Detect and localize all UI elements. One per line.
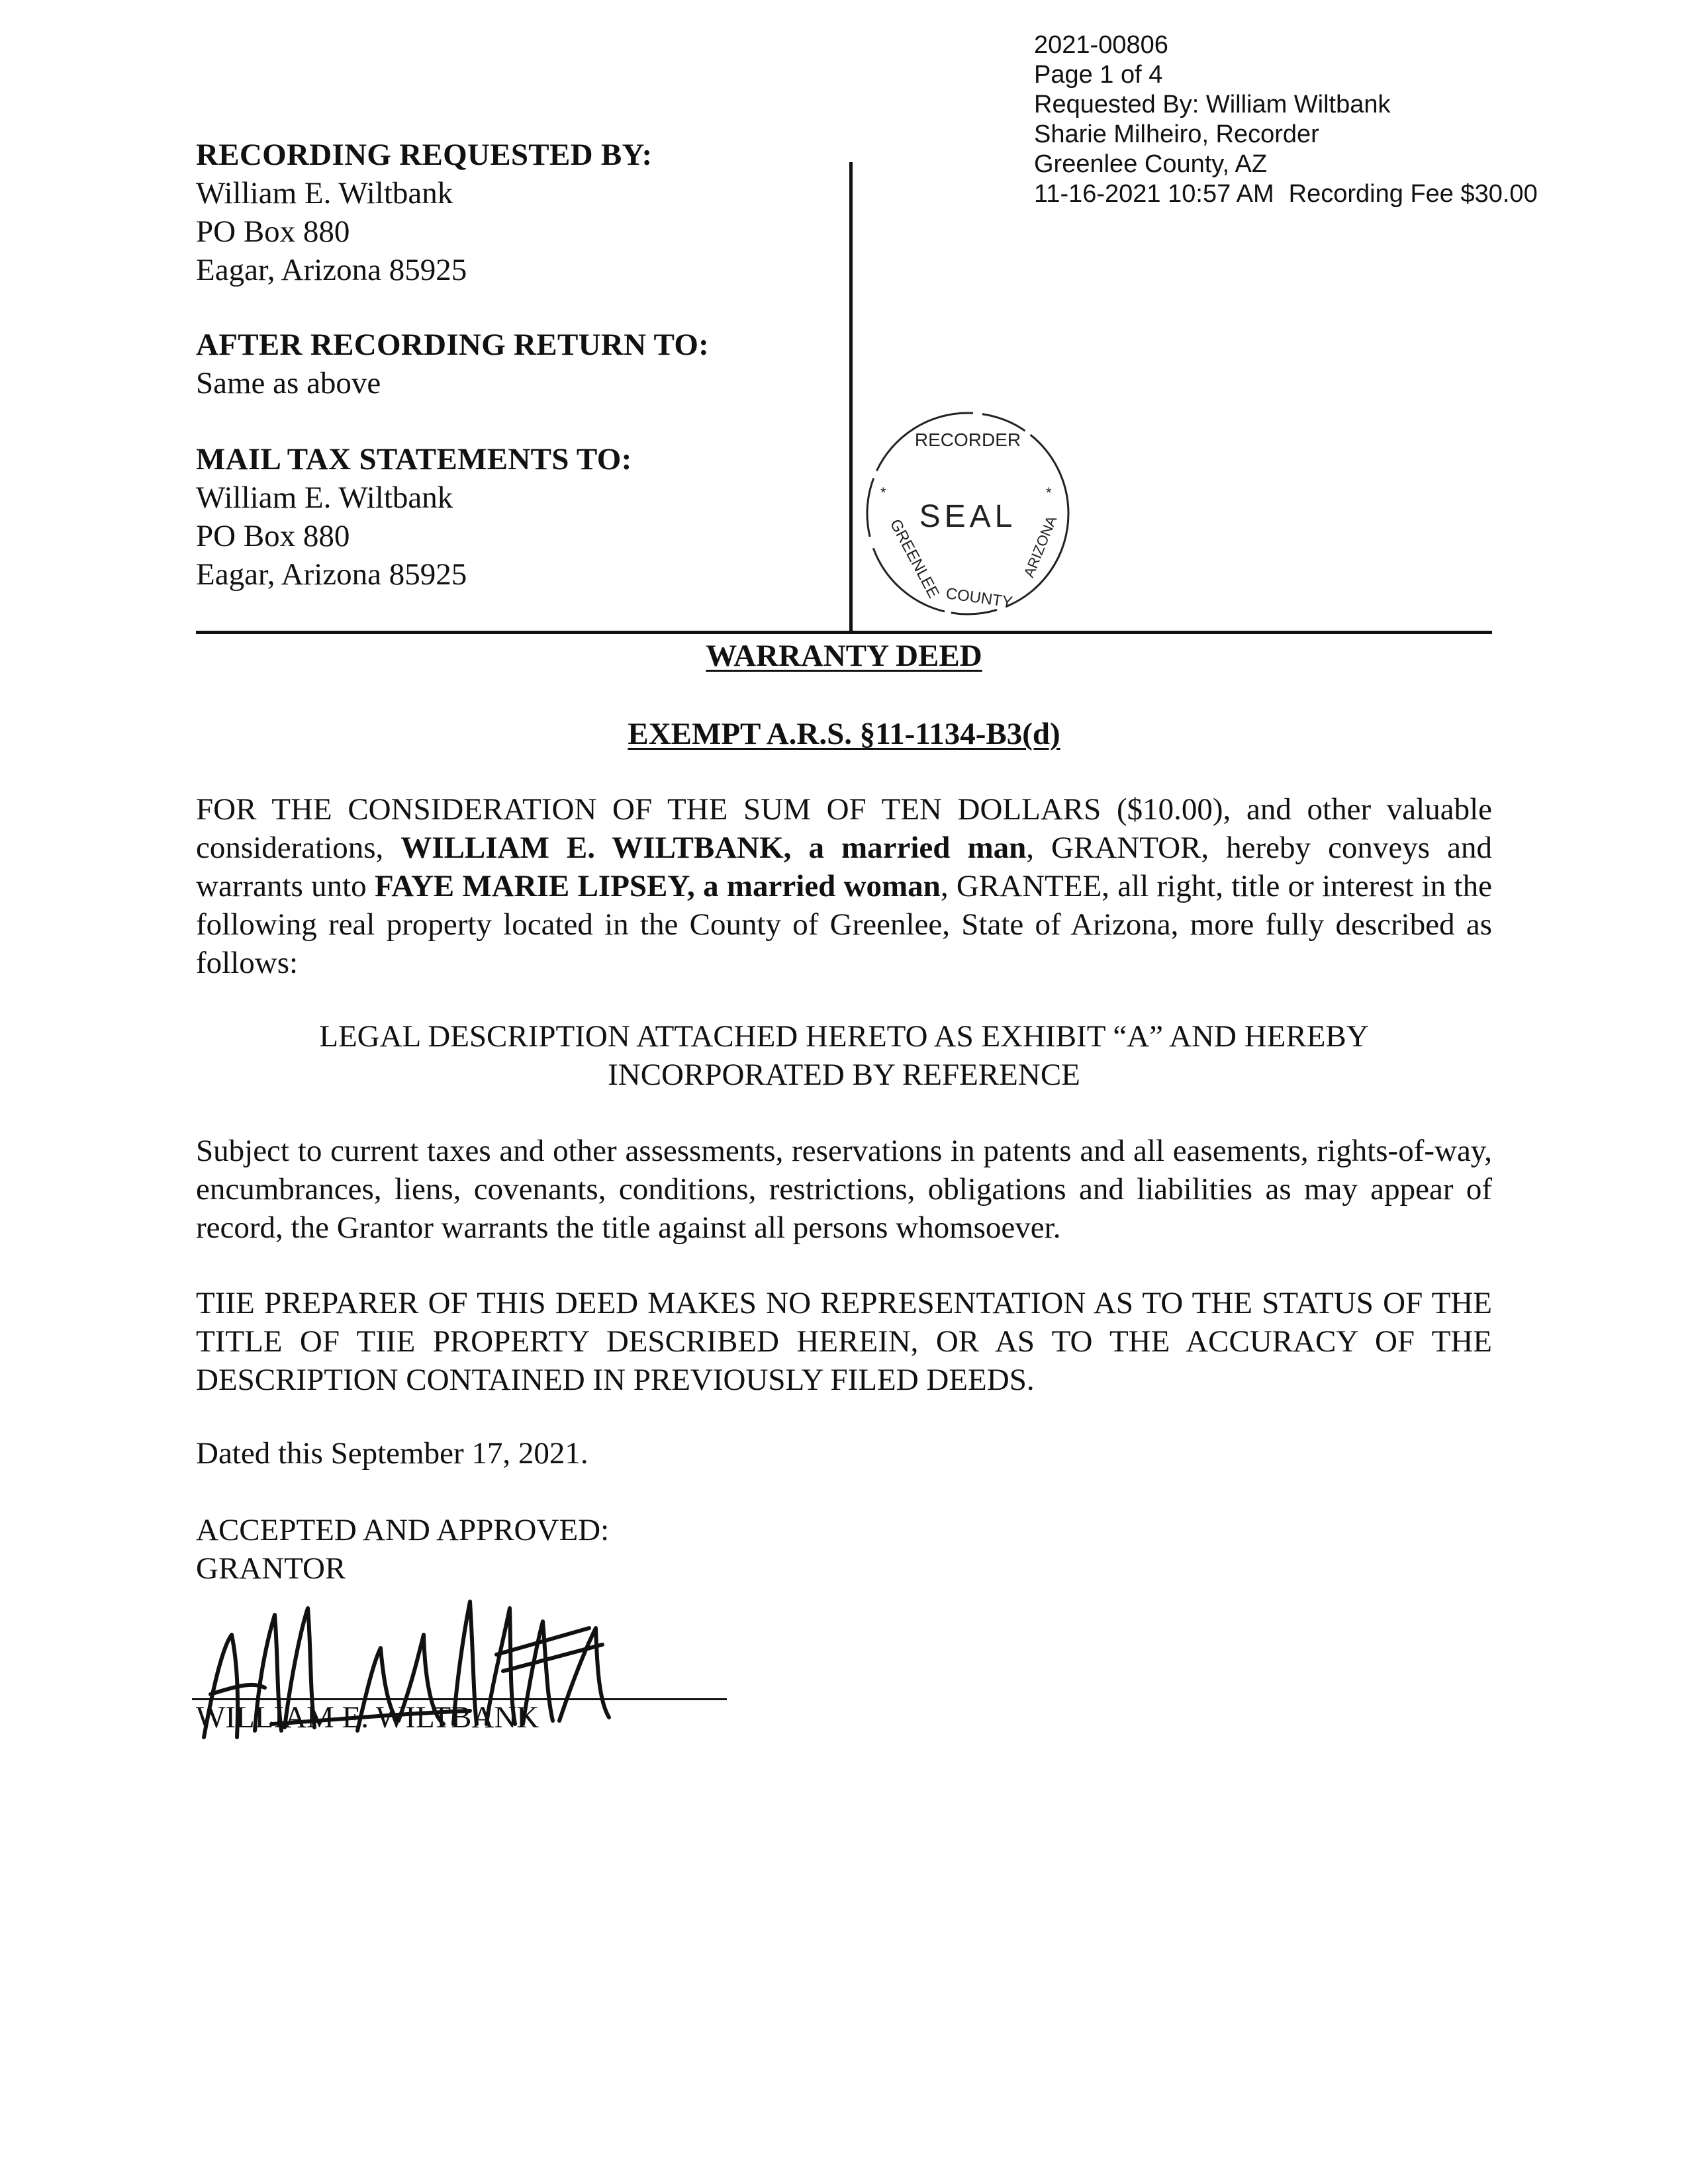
exemption-line: EXEMPT A.R.S. §11-1134-B3(d)	[628, 717, 1060, 751]
grantor-name: WILLIAM E. WILTBANK, a married man	[400, 831, 1027, 865]
legal-description	[196, 1017, 1492, 1094]
recorder-name: Sharie Milheiro, Recorder	[1034, 120, 1319, 148]
after-recording-label: AFTER RECORDING RETURN TO:	[196, 328, 710, 362]
horizontal-divider	[196, 631, 1492, 634]
seal-star-icon: *	[1046, 484, 1052, 501]
requester-address2: Eagar, Arizona 85925	[196, 253, 467, 287]
accepted-label: ACCEPTED AND APPROVED:	[196, 1513, 610, 1547]
recording-requested-label: RECORDING REQUESTED BY:	[196, 138, 653, 172]
seal-left-text: GREENLEE	[886, 516, 943, 602]
recorder-stamp	[1034, 30, 1630, 209]
county: Greenlee County, AZ	[1034, 150, 1268, 178]
page-indicator: Page 1 of 4	[1034, 61, 1163, 89]
consideration-paragraph	[196, 790, 1492, 982]
after-recording-block	[196, 326, 825, 402]
seal-star-icon: *	[880, 484, 886, 501]
recording-fee: Recording Fee $30.00	[1288, 180, 1538, 208]
recorder-seal	[859, 405, 1076, 622]
recording-requested-block	[196, 136, 825, 289]
grantor-label: GRANTOR	[196, 1551, 346, 1586]
preparer-notice: TIIE PREPARER OF THIS DEED MAKES NO REPRESENTATION AS TO THE STATUS OF THE TITLE OF TIIE PROPERTY DESCRIBED HEREIN, OR AS TO THE ACCURACY OF THE DESCRIPTION CONTAINED IN PREVIOUSLY FILED DEEDS.	[196, 1286, 1492, 1397]
mail-tax-address2: Eagar, Arizona 85925	[196, 557, 467, 592]
document-number: 2021-00806	[1034, 31, 1168, 59]
after-recording-value: Same as above	[196, 366, 381, 400]
consideration-text-2: , GRANTOR, hereby conveys and warrants unto	[196, 831, 1492, 903]
mail-tax-address1: PO Box 880	[196, 519, 350, 553]
requested-by: Requested By: William Wiltbank	[1034, 91, 1391, 118]
requester-name: William E. Wiltbank	[196, 176, 453, 210]
grantee-name: FAYE MARIE LIPSEY, a married woman	[374, 869, 941, 903]
legal-description-line2: INCORPORATED BY REFERENCE	[608, 1058, 1080, 1092]
recording-datetime-fee	[1034, 179, 1630, 209]
seal-right-text: ARIZONA	[1020, 513, 1060, 580]
vertical-divider	[849, 162, 853, 632]
consideration-text-3: , GRANTEE, all right, title or interest in the following real property located in the County of Greenlee, State of Arizona, more fully described as follows:	[196, 869, 1493, 980]
recording-datetime: 11-16-2021 10:57 AM	[1034, 180, 1274, 208]
requester-address1: PO Box 880	[196, 214, 350, 249]
seal-center-text: SEAL	[919, 499, 1017, 534]
mail-tax-block	[196, 440, 825, 594]
seal-bottom-text: COUNTY	[945, 584, 1014, 612]
document-title: WARRANTY DEED	[706, 639, 982, 673]
legal-description-line1: LEGAL DESCRIPTION ATTACHED HERETO AS EXHIBIT “A” AND HEREBY	[319, 1019, 1369, 1054]
mail-tax-label: MAIL TAX STATEMENTS TO:	[196, 442, 632, 477]
seal-top-text: RECORDER	[914, 430, 1021, 450]
mail-tax-name: William E. Wiltbank	[196, 480, 453, 515]
dated-line: Dated this September 17, 2021.	[196, 1436, 588, 1471]
signer-name: WILLIAM E. WILTBANK	[196, 1700, 539, 1735]
subject-to-paragraph: Subject to current taxes and other assessments, reservations in patents and all easements, rights-of-way, encumbrances, liens, covenants, conditions, restrictions, obligations and liabilities as may appear of record, the Grantor warrants the title against all persons whomsoever.	[196, 1134, 1492, 1245]
consideration-text-1: FOR THE CONSIDERATION OF THE SUM OF TEN DOLLARS ($10.00), and other valuable considerations,	[196, 792, 1492, 865]
